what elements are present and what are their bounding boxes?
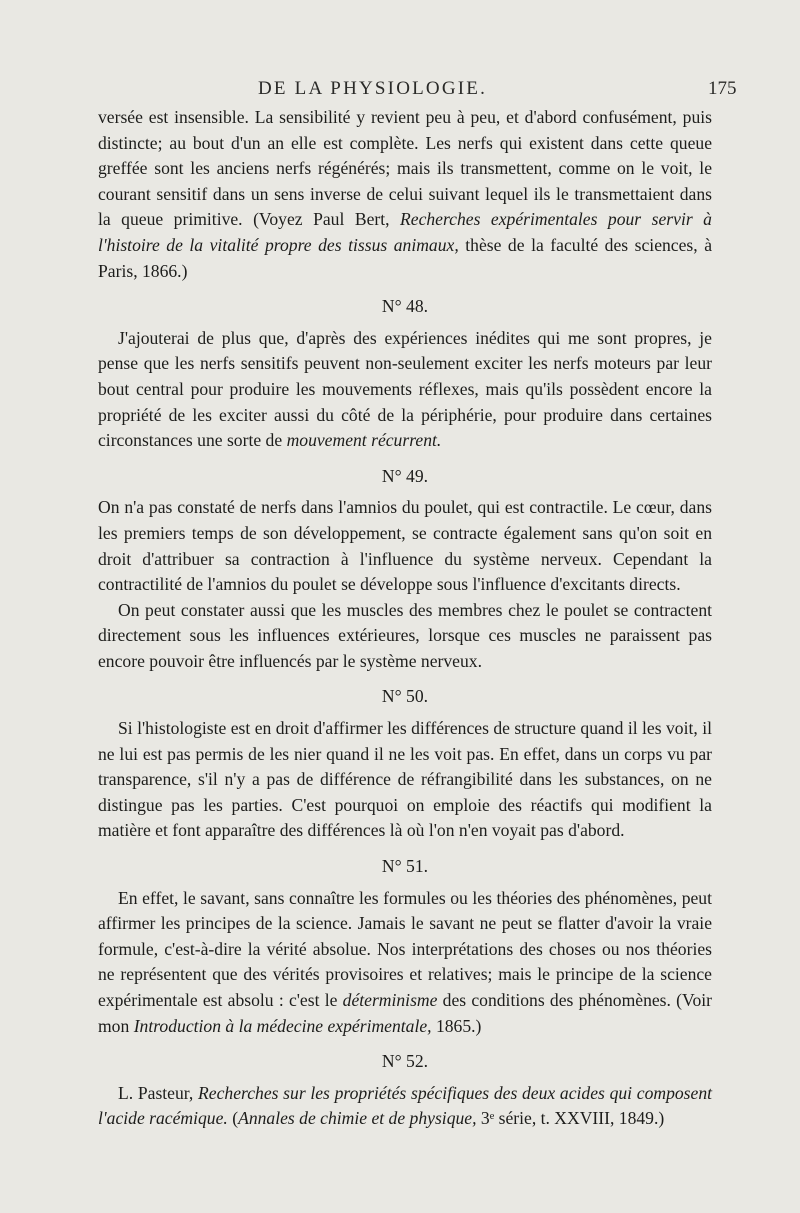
note-48-paragraph [98,326,712,454]
text-run: On peut constater aussi que les muscles des membres chez le poulet se contractent directement sous les influences extérieures, lorsque ces muscles ne paraissent pas encore pouvoir être influencés par le système nerveux. [98,599,712,671]
text-run: On n'a pas constaté de nerfs dans l'amnios du poulet, qui est contractile. Le cœur, dans les premiers temps de son développement, se contracte également sans qu'on soit en droit d'attribuer sa contraction à l'influence du système nerveux. Cependant la contractilité de l'amnios du poulet se développe sous l'influence d'excitants directs. [98,497,712,595]
italic-title: Recherches sur les propriétés spécifiques des deux acides qui composent l'acide racémique. [98,1082,713,1129]
italic-journal: Annales de chimie et de physique, [238,1108,477,1129]
note-number-49: N° 49. [381,465,429,486]
note-51-paragraph [98,886,712,1040]
text-run: J'ajouterai de plus que, d'après des expériences inédites qui me sont propres, je pense que les nerfs sensitifs peuvent non-seulement exciter les nerfs moteurs par leur bout central pour produire les mouvements réflexes, mais qu'ils possèdent encore la propriété de les exciter aussi du côté de la périphérie, pour produire dans certaines circonstances une sorte de [98,327,712,451]
text-run: 3ᵉ série, t. XXVIII, 1849.) [476,1108,665,1129]
italic-title: Recherches expérimentales pour servir à l'histoire de la vitalité propre des tissus animaux, [98,209,712,255]
note-49-paragraph-1 [98,495,712,597]
note-50-paragraph [98,716,712,844]
note-52-paragraph [98,1081,712,1132]
running-title: DE LA PHYSIOLOGIE. [258,78,488,99]
text-run: En effet, le savant, sans connaître les formules ou les théories des phénomènes, peut affirmer les principes de la science. Jamais le savant ne peut se flatter d'avoir la vraie formule, c'est-à-dire la vérité absolue. Nos interprétations des choses ou nos théories ne représentent que des vérités provisoires et relatives; mais le principe de la science expérimentale est absolu : c'est le [98,887,712,1010]
page-number: 175 [708,78,737,99]
italic-term: déterminisme [342,990,438,1010]
text-run: versée est insensible. La sensibilité y revient peu à peu, et d'abord confusément, puis distincte; au bout d'un an elle est complète. Les nerfs qui existent dans cette queue greffée sont les anciens nerfs régénérés; mais ils transmettent, comme on le voit, le courant sensitif dans un sens inverse de celui suivant lequel ils le transmettaient dans la queue primitive. (Voyez Paul Bert, [98,107,712,230]
text-run: Si l'histologiste est en droit d'affirmer les différences de structure quand il les voit, il ne lui est pas permis de les nier quand il ne les voit pas. En effet, dans un corps vu par transparence, s'il n'y a pas de différence de réfrangibilité dans les substances, on ne distingue pas les parties. C'est pourquoi on emploie des réactifs qui modifient la matière et font apparaître des différences là où l'on n'en voyait pas d'abord. [98,718,712,841]
body-text [98,105,712,1132]
note-number-50: N° 50. [381,686,429,707]
text-run: 1865.) [431,1015,482,1036]
note-number-51: N° 51. [381,856,429,877]
note-49-paragraph-2 [98,598,712,675]
italic-title: Introduction à la médecine expérimentale, [133,1015,432,1036]
note-number-52: N° 52. [381,1051,429,1072]
text-run: L. Pasteur, [118,1082,199,1103]
italic-term: mouvement récurrent. [286,430,442,451]
continuation-paragraph [98,105,712,284]
note-number-48: N° 48. [381,296,429,317]
text-run: ( [227,1108,239,1129]
text-run: des conditions des phénomènes. (Voir mon [98,990,712,1036]
running-head [0,78,800,102]
text-run: thèse de la faculté des sciences, à Paris, 1866.) [98,234,712,281]
